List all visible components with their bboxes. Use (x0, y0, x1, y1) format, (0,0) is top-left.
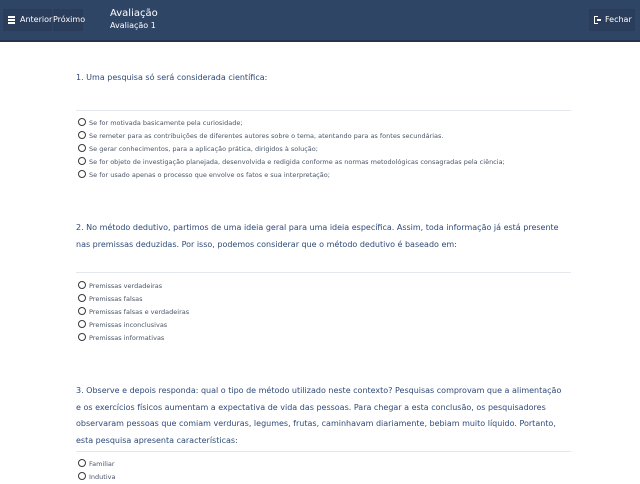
question-3-option-2[interactable] (78, 471, 115, 484)
close-label: Fechar (605, 15, 632, 24)
option-label: Familiar (89, 460, 115, 468)
title-block (110, 8, 158, 31)
radio-icon[interactable] (78, 472, 86, 480)
radio-icon[interactable] (78, 281, 86, 289)
question-2-option-2[interactable] (78, 293, 143, 306)
question-2-option-4[interactable] (78, 319, 167, 332)
question-1-divider (76, 110, 571, 111)
question-1-text: 1. Uma pesquisa só será considerada científica: (76, 73, 268, 82)
close-button[interactable] (589, 9, 635, 31)
radio-icon[interactable] (78, 320, 86, 328)
question-3-divider (76, 451, 571, 452)
question-1-option-4[interactable] (78, 156, 505, 169)
question-1-option-2[interactable] (78, 130, 444, 143)
radio-icon[interactable] (78, 170, 86, 178)
radio-icon[interactable] (78, 294, 86, 302)
question-2-divider (76, 272, 571, 273)
option-label: Se remeter para as contribuições de diferentes autores sobre o tema, atentando para as fontes secundárias. (89, 132, 444, 140)
menu-button[interactable] (3, 9, 20, 31)
radio-icon[interactable] (78, 459, 86, 467)
question-1-option-3[interactable] (78, 143, 318, 156)
radio-icon[interactable] (78, 333, 86, 341)
question-1-option-5[interactable] (78, 169, 330, 182)
radio-icon[interactable] (78, 118, 86, 126)
page-subtitle: Avaliação 1 (110, 21, 156, 30)
question-2-text: 2. No método dedutivo, partimos de uma ideia geral para uma ideia específica. Assim, toda informação já está presente nas premissas deduzidas. Por isso, podemos considerar que o método dedutivo é baseado em: (76, 223, 559, 249)
previous-button[interactable]: Anterior (20, 9, 52, 31)
option-label: Se for objeto de investigação planejada, desenvolvida e redigida conforme as normas metodológicas consagradas pela ciência; (89, 158, 505, 166)
option-label: Premissas inconclusivas (89, 321, 168, 329)
radio-icon[interactable] (78, 307, 86, 315)
question-2-option-1[interactable] (78, 280, 162, 293)
radio-icon[interactable] (78, 144, 86, 152)
option-label: Premissas verdadeiras (89, 282, 163, 290)
question-2-option-3[interactable] (78, 306, 189, 319)
radio-icon[interactable] (78, 131, 86, 139)
page-title: Avaliação (110, 8, 158, 19)
option-label: Se gerar conhecimentos, para a aplicação prática, dirigidos à solução; (89, 145, 318, 153)
question-3-option-1[interactable] (78, 458, 115, 471)
top-bar (0, 0, 640, 42)
next-button[interactable]: Próximo (53, 9, 83, 31)
option-label: Premissas falsas e verdadeiras (89, 308, 190, 316)
option-label: Premissas informativas (89, 334, 165, 342)
option-label: Indutiva (89, 473, 116, 481)
hamburger-menu-icon (8, 16, 15, 23)
question-1-option-1[interactable] (78, 117, 243, 130)
question-2-option-5[interactable] (78, 332, 164, 345)
option-label: Se for usado apenas o processo que envolve os fatos e sua interpretação; (89, 171, 330, 179)
question-3-text: 3. Observe e depois responda: qual o tipo de método utilizado neste contexto? Pesquisas comprovam que a alimentação e os exercícios físicos aumentam a expectativa de vida das pessoas. Para chegar a esta conclusão, os pesquisadores observaram pessoas que comiam verduras, legumes, frutas, caminhavam diariamente, bebiam muito líquido. Portanto, esta pesquisa apresenta características: (76, 386, 562, 445)
radio-icon[interactable] (78, 157, 86, 165)
option-label: Premissas falsas (89, 295, 143, 303)
option-label: Se for motivada basicamente pela curiosidade; (89, 119, 243, 127)
exit-icon (594, 16, 601, 24)
